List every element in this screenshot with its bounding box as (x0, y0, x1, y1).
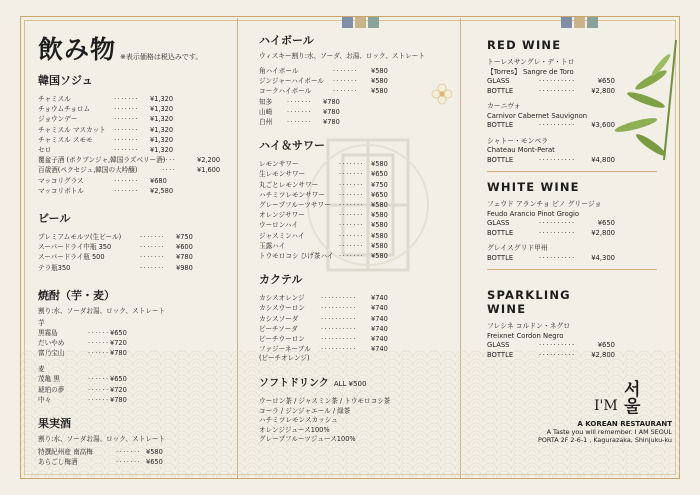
item-price: ¥580 (371, 201, 388, 210)
item-price: ¥720 (110, 385, 127, 394)
dot-leader: ······· (114, 95, 140, 103)
deco-tile (574, 17, 585, 28)
wine-entry (487, 137, 615, 166)
item-price: ¥680 (150, 176, 167, 185)
dot-leader: ······· (114, 146, 140, 155)
menu-item (38, 447, 230, 457)
footer-info (538, 420, 672, 444)
wine-name: カーニヴォ (487, 102, 521, 110)
dot-leader: ······· (114, 105, 140, 114)
menu-item (38, 176, 230, 186)
wine-price-row (487, 121, 615, 131)
dot-leader: ······· (339, 201, 365, 210)
soft-drink-price: ALL ¥500 (333, 380, 367, 389)
item-name: ジャスミンハイ (259, 231, 305, 240)
menu-item (38, 94, 230, 104)
soft-drink-item: オレンジジュース100% (259, 425, 330, 434)
wine-name: Carnivor Cabernet Sauvignon (487, 111, 588, 120)
item-price: ¥1,320 (150, 105, 174, 114)
item-name: 富乃宝山 (38, 349, 65, 358)
dot-leader: ······· (339, 231, 365, 240)
item-name: ファジーネーブル (259, 345, 311, 354)
item-price: ¥650 (146, 458, 163, 467)
menu-item (38, 165, 230, 175)
dot-leader: ······ (88, 349, 110, 358)
item-price: ¥2,580 (150, 186, 174, 195)
dot-leader: ······· (339, 241, 365, 250)
menu-item (38, 263, 230, 273)
wine-name: 【Torres】 Sangre de Toro (487, 67, 574, 76)
red-wine-list (487, 58, 615, 165)
column-3 (487, 32, 615, 366)
item-price: ¥650 (110, 328, 127, 337)
dot-leader: ·········· (539, 228, 576, 237)
menu-item (259, 107, 455, 117)
menu-item (259, 180, 455, 190)
divider (487, 171, 657, 172)
item-price: ¥780 (323, 97, 340, 106)
menu-item (259, 314, 455, 324)
serving-type: BOTTLE (487, 155, 514, 164)
wine-price: ¥4,300 (591, 253, 615, 262)
menu-item (259, 210, 455, 220)
item-name: ハチミツレモンサワー (259, 190, 325, 199)
dot-leader: ·········· (539, 155, 576, 164)
item-name: カシスオレンジ (259, 294, 305, 303)
wine-name: シャトー・モンペラ (487, 136, 549, 145)
menu-item (259, 200, 455, 210)
item-name: プレミアムモルツ(生ビール) (38, 233, 122, 242)
item-name: スーパードライ瓶 500 (38, 253, 105, 262)
column-2 (259, 28, 455, 445)
item-price: ¥980 (176, 263, 193, 272)
wine-heading: WHITE WINE (487, 180, 580, 194)
dot-leader: ·········· (539, 219, 576, 227)
dot-leader: ······· (116, 448, 142, 457)
section-heading: ソフトドリンク (259, 378, 329, 390)
wine-price-row (487, 254, 615, 264)
item-price: ¥780 (110, 395, 127, 404)
wine-price: ¥3,600 (591, 121, 615, 129)
item-price: ¥750 (371, 180, 388, 189)
dot-leader: ·········· (539, 77, 576, 85)
item-price: ¥580 (371, 211, 388, 220)
item-price: ¥580 (371, 87, 388, 96)
item-price: ¥580 (371, 241, 388, 250)
item-name: チャミスル スモモ (38, 135, 93, 144)
menu-item (38, 145, 230, 155)
section-heading: 韓国ソジュ (38, 74, 93, 87)
serving-type: GLASS (487, 219, 510, 227)
menu-item (259, 303, 455, 313)
section-heading: ハイ＆サワー (259, 139, 325, 153)
dot-leader: ······· (339, 211, 365, 220)
wine-name: グレイスグリド甲州 (487, 244, 548, 252)
dot-leader: ···· (162, 166, 177, 175)
item-name: ジンジャーハイボール (259, 77, 325, 86)
wine-price: ¥2,800 (591, 86, 615, 95)
serving-type: GLASS (487, 341, 510, 349)
item-price: ¥600 (176, 243, 193, 252)
item-price: ¥740 (371, 345, 388, 354)
wine-name: トーレスサングレ・デ・トロ (487, 58, 575, 66)
item-name: 生レモンサワー (259, 170, 306, 179)
item-name: スーパードライ中瓶 350 (38, 243, 112, 252)
item-price: ¥740 (371, 335, 388, 344)
item-price: ¥740 (371, 324, 388, 333)
dot-leader: ······· (333, 67, 359, 75)
menu-item (38, 104, 230, 114)
menu-item (259, 66, 455, 76)
bamboo-leaves-illustration (606, 40, 680, 170)
dot-leader: ·········· (321, 314, 357, 323)
serving-type: GLASS (487, 77, 510, 85)
section-heading: ビール (38, 212, 71, 226)
dot-leader: ······· (339, 170, 365, 179)
dot-leader: ·········· (321, 335, 357, 344)
cocktail-extra: (ピーチオレンジ) (259, 354, 310, 363)
highball-list (259, 66, 455, 127)
wine-name: Freixnet Cordon Negro (487, 331, 564, 340)
item-name: ピーチウーロン (259, 335, 305, 344)
dot-leader: ······ (88, 375, 110, 384)
item-name: グレープフルーツサワー (259, 201, 331, 210)
item-price: ¥1,320 (150, 146, 174, 155)
serving-type: BOTTLE (487, 86, 514, 95)
wine-entry (487, 322, 615, 360)
item-name: チャミスル マスカット (38, 125, 106, 134)
dot-leader: ······· (140, 253, 166, 262)
item-name: カシスソーダ (259, 314, 299, 323)
footer-slogan: A Taste you will remember. I AM SEOUL (546, 428, 672, 436)
item-name: マッコリグラス (38, 176, 84, 185)
item-name: テラ瓶350 (38, 263, 71, 272)
item-name: コークハイボール (259, 87, 312, 96)
dot-leader: ······· (140, 243, 166, 252)
item-price: ¥580 (371, 221, 388, 230)
white-wine-list (487, 200, 615, 263)
item-name: 知多 (259, 97, 273, 106)
item-name: 玉露ハイ (259, 241, 286, 250)
menu-item (259, 231, 455, 241)
dot-leader: ······· (339, 190, 365, 199)
menu-item (259, 324, 455, 334)
item-price: ¥580 (371, 231, 388, 240)
item-name: 白州 (259, 118, 273, 127)
dot-leader: ·········· (539, 253, 576, 262)
menu-item (259, 220, 455, 230)
item-name: ジョウンデー (38, 115, 78, 124)
item-price: ¥740 (371, 294, 388, 303)
dot-leader: ·········· (539, 121, 576, 129)
item-price: ¥750 (176, 233, 193, 242)
wine-entry (487, 244, 615, 263)
dot-leader: ······· (114, 135, 140, 144)
menu-item (38, 135, 230, 145)
wine-price-row (487, 351, 615, 361)
menu-item (38, 114, 230, 124)
section-heading: カクテル (259, 273, 303, 287)
wine-price: ¥650 (597, 77, 615, 85)
dot-leader: ······· (114, 186, 140, 195)
mugi-list (38, 374, 230, 405)
deco-tile (368, 17, 379, 28)
item-price: ¥780 (323, 107, 340, 116)
dot-leader: ······· (339, 221, 365, 230)
soft-drink-item: ハチミツレモンスカッシュ (259, 416, 338, 425)
menu-item (38, 395, 230, 405)
wine-price: ¥2,800 (591, 228, 615, 237)
wine-entry (487, 200, 615, 238)
wine-entry (487, 58, 615, 96)
item-price: ¥1,320 (150, 125, 174, 134)
item-name: 丸ごとレモンサワー (259, 180, 319, 189)
item-price: ¥740 (371, 314, 388, 323)
logo-korean: 서울 (619, 380, 640, 414)
soju-list (38, 94, 230, 196)
item-name: ウーロンハイ (259, 221, 299, 230)
item-name: カシスウーロン (259, 304, 305, 313)
menu-item (259, 251, 455, 261)
dot-leader: ·········· (321, 345, 357, 354)
dot-leader: ······· (333, 87, 359, 96)
wine-heading: SPARKLING WINE (487, 288, 571, 316)
item-price: ¥580 (371, 77, 388, 86)
menu-item (38, 186, 230, 196)
wine-price-row (487, 219, 615, 229)
logo-im: I'M (594, 398, 618, 414)
item-name: 百歳酒(ペクセジュ,韓国の大吟醸) (38, 166, 138, 175)
item-price: ¥1,320 (150, 95, 174, 103)
item-name: セロ (38, 146, 52, 155)
item-name: チョウムチョロム (38, 105, 91, 114)
wine-entry (487, 102, 615, 131)
deco-tile (355, 17, 366, 28)
item-name: 特撰紀州産 南高梅 (38, 448, 93, 457)
item-price: ¥650 (110, 375, 127, 384)
menu-item (38, 328, 230, 338)
item-name: オレンジサワー (259, 211, 305, 220)
item-name: 茂亀 黒 (38, 375, 60, 384)
menu-item (259, 344, 455, 354)
menu-item (259, 86, 455, 96)
footer-tagline: A KOREAN RESTAURANT (577, 420, 672, 428)
dot-leader: ······· (287, 118, 313, 127)
item-price: ¥580 (371, 252, 388, 261)
menu-item (38, 232, 230, 242)
logo (594, 380, 638, 414)
column-1 (38, 22, 230, 467)
menu-item (38, 125, 230, 135)
item-name: ピーチソーダ (259, 324, 298, 333)
dot-leader: ······ (88, 395, 110, 404)
wine-price-row (487, 87, 615, 97)
item-price: ¥650 (371, 170, 388, 179)
dot-leader: ······ (88, 328, 110, 337)
dot-leader: ······· (339, 180, 365, 189)
wine-name: Feudo Arancio Pinot Grogio (487, 209, 580, 218)
item-name: 中々 (38, 395, 52, 404)
dot-leader: ·········· (539, 341, 576, 349)
divider (487, 269, 657, 270)
deco-tile (587, 17, 598, 28)
section-heading: ハイボール (259, 34, 314, 47)
wine-name: フェウド アランチョ ピノ グリージョ (487, 200, 602, 208)
beer-list (38, 232, 230, 273)
menu-item (38, 457, 230, 467)
section-subtitle: 割り:水、ソーダお湯、ロック、ストレート (38, 435, 166, 444)
serving-type: BOTTLE (487, 228, 514, 237)
item-price: ¥2,200 (197, 156, 221, 165)
menu-item (259, 117, 455, 127)
cocktail-list (259, 293, 455, 354)
item-price: ¥1,600 (197, 166, 221, 175)
item-price: ¥650 (371, 190, 388, 199)
soft-drink-item: グレープフルーツジュース100% (259, 435, 356, 444)
item-name: トウモロコシ ひげ茶ハイ (259, 252, 334, 261)
menu-item (38, 385, 230, 395)
soft-drink-list (259, 397, 455, 445)
imo-list (38, 328, 230, 359)
menu-item (259, 97, 455, 107)
section-subtitle: 割り:水、ソーダお湯、ロック、ストレート (38, 306, 166, 315)
item-price: ¥1,320 (150, 135, 174, 144)
dot-leader: ······· (114, 115, 140, 124)
section-subtitle: ウィスキー割り:水、ソーダ、お湯、ロック、ストレート (259, 52, 425, 60)
dot-leader: ······· (114, 125, 140, 134)
dot-leader: ·········· (321, 304, 357, 313)
deco-tile (342, 17, 353, 28)
wine-price-row (487, 77, 615, 87)
wine-price-row (487, 229, 615, 239)
item-price: ¥580 (371, 160, 388, 169)
menu-item (38, 348, 230, 358)
dot-leader: ······· (140, 233, 166, 242)
dot-leader: ·········· (539, 86, 576, 95)
item-name: マッコリボトル (38, 186, 84, 195)
item-name: だいやめ (38, 339, 65, 348)
section-heading: 果実酒 (38, 417, 71, 431)
dot-leader: ·········· (539, 350, 576, 359)
menu-item (259, 169, 455, 179)
wine-name: Chateau Mont-Perat (487, 146, 555, 154)
item-price: ¥720 (110, 339, 127, 348)
dot-leader: ······· (114, 176, 140, 185)
wine-price: ¥650 (597, 219, 615, 227)
wine-price: ¥2,800 (591, 350, 615, 359)
dot-leader: ······· (116, 458, 142, 467)
menu-item (38, 338, 230, 348)
page-title: 飲み物 (38, 35, 117, 64)
dot-leader: ···· (162, 156, 177, 165)
soft-drink-item: コーラ / ジンジャエール / 緑茶 (259, 406, 351, 415)
dot-leader: ·········· (321, 324, 357, 333)
footer-address: PORTA 2F 2-6-1 , Kagurazaka, Shinjuku-ku (537, 436, 672, 444)
soft-drink-item: ウーロン茶 / ジャスミン茶 / トウモロコシ茶 (259, 397, 391, 406)
menu-item (259, 190, 455, 200)
item-name: レモンサワー (259, 160, 299, 169)
category-label: 麦 (38, 365, 45, 374)
wine-price: ¥650 (597, 341, 615, 349)
category-label: 芋 (38, 318, 45, 327)
serving-type: BOTTLE (487, 350, 514, 359)
item-price: ¥580 (371, 67, 388, 75)
menu-item (38, 374, 230, 384)
menu-item (38, 155, 230, 165)
item-price: ¥580 (146, 448, 163, 457)
fruit-list (38, 447, 230, 467)
dot-leader: ······ (88, 385, 110, 394)
item-name: 黒霧島 (38, 328, 58, 337)
item-price: ¥780 (110, 349, 127, 358)
item-name: 角ハイボール (259, 67, 299, 75)
sparkling-wine-list (487, 322, 615, 360)
menu-item (259, 334, 455, 344)
dot-leader: ······· (287, 107, 313, 116)
menu-item (259, 76, 455, 86)
menu-item (38, 252, 230, 262)
wine-price-row (487, 341, 615, 351)
dot-leader: ······· (287, 97, 313, 106)
menu-item (38, 242, 230, 252)
sour-list (259, 159, 455, 261)
item-price: ¥780 (176, 253, 193, 262)
dot-leader: ······· (339, 252, 365, 261)
item-name: チャミスル (38, 95, 71, 103)
tax-note: ※表示価格は税込みです。 (120, 53, 203, 61)
dot-leader: ······ (88, 339, 110, 348)
wine-heading: RED WINE (487, 38, 562, 52)
menu-item (259, 159, 455, 169)
dot-leader: ·········· (321, 294, 357, 303)
section-heading: 焼酎（芋・麦） (38, 288, 115, 302)
wine-price-row (487, 156, 615, 166)
menu-item (259, 293, 455, 303)
menu-item (259, 241, 455, 251)
serving-type: BOTTLE (487, 253, 514, 262)
dot-leader: ······· (140, 263, 166, 272)
item-name: 覆盆子酒 (ボクブンジャ,韓国ラズベリー酒) (38, 156, 166, 165)
item-name: 山崎 (259, 107, 273, 116)
deco-tile (561, 17, 572, 28)
wine-name: フレシネ コルドン・ネグロ (487, 322, 571, 330)
dot-leader: ······· (333, 77, 359, 86)
item-name: あらごし梅酒 (38, 458, 78, 467)
item-price: ¥780 (323, 118, 340, 127)
dot-leader: ······· (339, 160, 365, 169)
item-price: ¥1,320 (150, 115, 174, 124)
item-name: 琥珀の夢 (38, 385, 65, 394)
wine-price: ¥4,800 (591, 155, 615, 164)
serving-type: BOTTLE (487, 121, 514, 129)
item-price: ¥740 (371, 304, 388, 313)
